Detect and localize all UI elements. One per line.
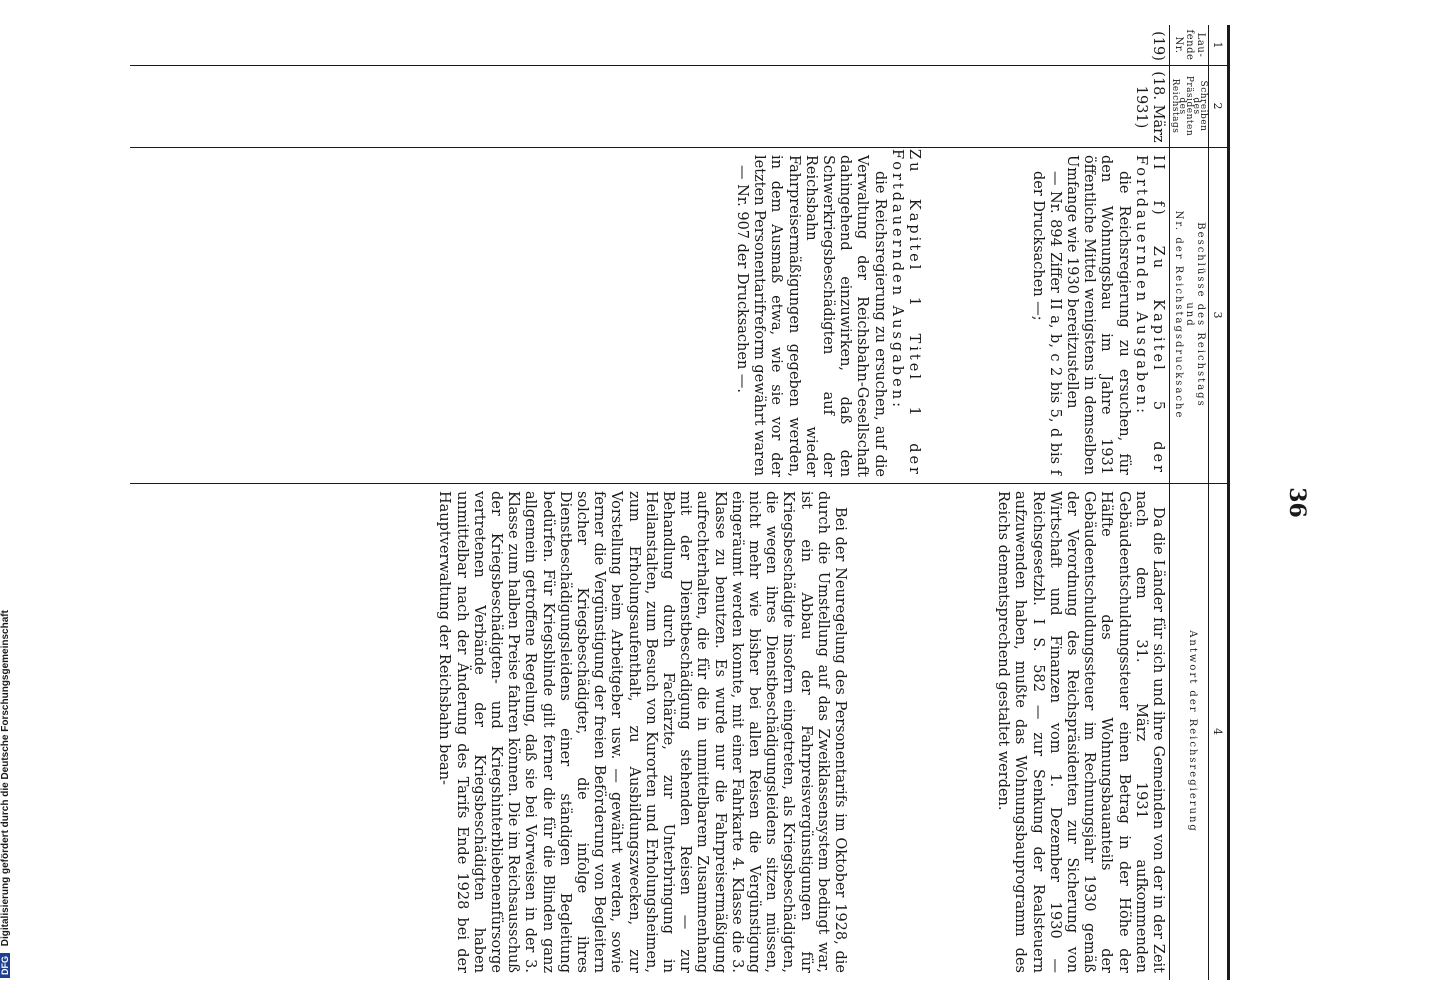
page-number: 36 [1284,487,1310,518]
column-header-letter: Schreiben des Präsidenten des Reichstags [1170,75,1208,137]
column-header-number: Lau- fende Nr. [1173,29,1206,61]
column-number-2: 2 [1211,102,1224,110]
answer-2-text: Bei der Neuregelung des Personentarifs im Oktober 1928, die durch die Umstellung auf das Zweiklassensystem bedingt war, ist ein Abbau der Fahrpreisvergünstigungen für Kriegsbeschädigte insofern eingetreten, als Kriegsbeschädigten, die wegen ihres Dienstbeschädigungsleidens sitzen müssen, nicht mehr wie bisher bei allen Reisen die Vergünstigung eingeräumt werden konnte, mit einer Fahrkarte 4. Klasse die 3. Klasse zu benutzen. Es wurde nur die Fahrpreisermäßigung aufrechterhalten, die für die in unmittelbarem Zusammenhang mit der Dienstbeschädigung stehenden Reisen — zur Behandlung durch Fachärzte, zur Unterbringung in Heilanstalten, zum Besuch von Kurorten und Erholungsheimen, zum Erholungsaufenthalt, zu Ausbildungszwecken, zur Vorstellung beim Arbeitgeber usw. — gewährt werden, sowie ferner die Vergünstigung der freien Beförderung von Begleitern solcher Kriegsbeschädigter, die infolge ihres Dienstbeschädigungsleidens einer ständigen Begleitung bedürfen. Für Kriegsblinde gilt ferner die für die Blinden ganz allgemein getroffene Regelung, daß sie bei Vorweisen in der 3. Klasse zum halben Preise fahren können. Die im Reichsausschuß der Kriegsbeschädigten- und Kriegshinterbliebenenfürsorge vertretenen Verbände der Kriegsbeschädigten haben unmittelbar nach der Änderung des Tarifs Ende 1928 bei der Hauptverwaltung der Reichsbahn bean- [436,491,848,973]
resolution-1-text: die Reichsregierung zu ersuchen, für den Wohnungsbau im Jahre 1931 öffentliche Mittel wenigstens in demselben Umfange wie 1930 bereitzustellen [1063,155,1132,475]
column-divider-2 [130,147,1230,148]
resolution-1-reference: — Nr. 894 Ziffer II a, b, c 2 bis 5, d bis f der Drucksachen —; [1029,171,1063,475]
letter-date: (18. März 1931) [1132,71,1166,143]
resolution-2-text: die Reichsregierung zu ersuchen, auf die Verwaltung der Reichsbahn-Gesellschaft dahingehend einzuwirken, daß den Schwerkriegsbeschädigten auf der Reichsbahn wieder Fahrpreisermäßigungen gegeben werden, in dem Ausmaß etwa, wie sie vor der letzten Personentarifreform gewährt waren [751,155,888,477]
resolution-2-heading: Zu Kapitel 1 Titel 1 der Fortdauernden Ausgaben: [888,149,922,477]
resolution-2-reference: — Nr. 907 der Drucksachen —. [733,165,750,394]
resolution-block-1 [1028,155,1166,475]
answer-1-text: Da die Länder für sich und ihre Gemeinden von der in der Zeit nach dem 31. März 1931 aufkommenden Gebäudeentschuldungssteuer einen Betrag in der Höhe der Hälfte des Wohnungsbauanteils der Gebäudeentschuldungssteuer im Rechnungsjahr 1930 gemäß der Verordnung des Reichspräsidenten zur Sicherung von Wirtschaft und Finanzen vom 1. Dezember 1930 — Reichsgesetzbl. I S. 582 — zur Senkung der Realsteuern aufzuwenden haben, mußte das Wohnungsbauprogramm des Reichs dementsprechend gestaltet werden. [995,491,1166,973]
column-number-4: 4 [1211,728,1224,735]
digitization-credit [0,0,18,978]
resolution-1-heading: II f) Zu Kapitel 5 der Fortdauernden Ausgaben: [1132,155,1166,475]
column-header-resolutions: Beschlüsse des Reichstags und Nr. der Reichstagsdrucksache [1173,210,1206,420]
credit-text: Digitalisierung gefördert durch die Deutsche Forschungsgemeinschaft [0,610,11,947]
dfg-logo: DFG [0,953,10,978]
column-divider-3 [130,483,1230,484]
column-number-rule [1208,25,1209,980]
document-page [110,25,1310,980]
column-divider-1 [130,65,1230,66]
top-rule [1227,25,1230,980]
column-number-3: 3 [1211,311,1224,319]
answer-block-2 [435,491,848,973]
header-bottom-rule [1169,25,1170,980]
column-header-answer: Antwort der Reichsregierung [1187,630,1198,833]
column-number-1: 1 [1211,41,1224,49]
entry-number: (19) [1150,31,1166,61]
resolution-block-2 [733,149,922,477]
answer-block-1 [994,491,1166,973]
